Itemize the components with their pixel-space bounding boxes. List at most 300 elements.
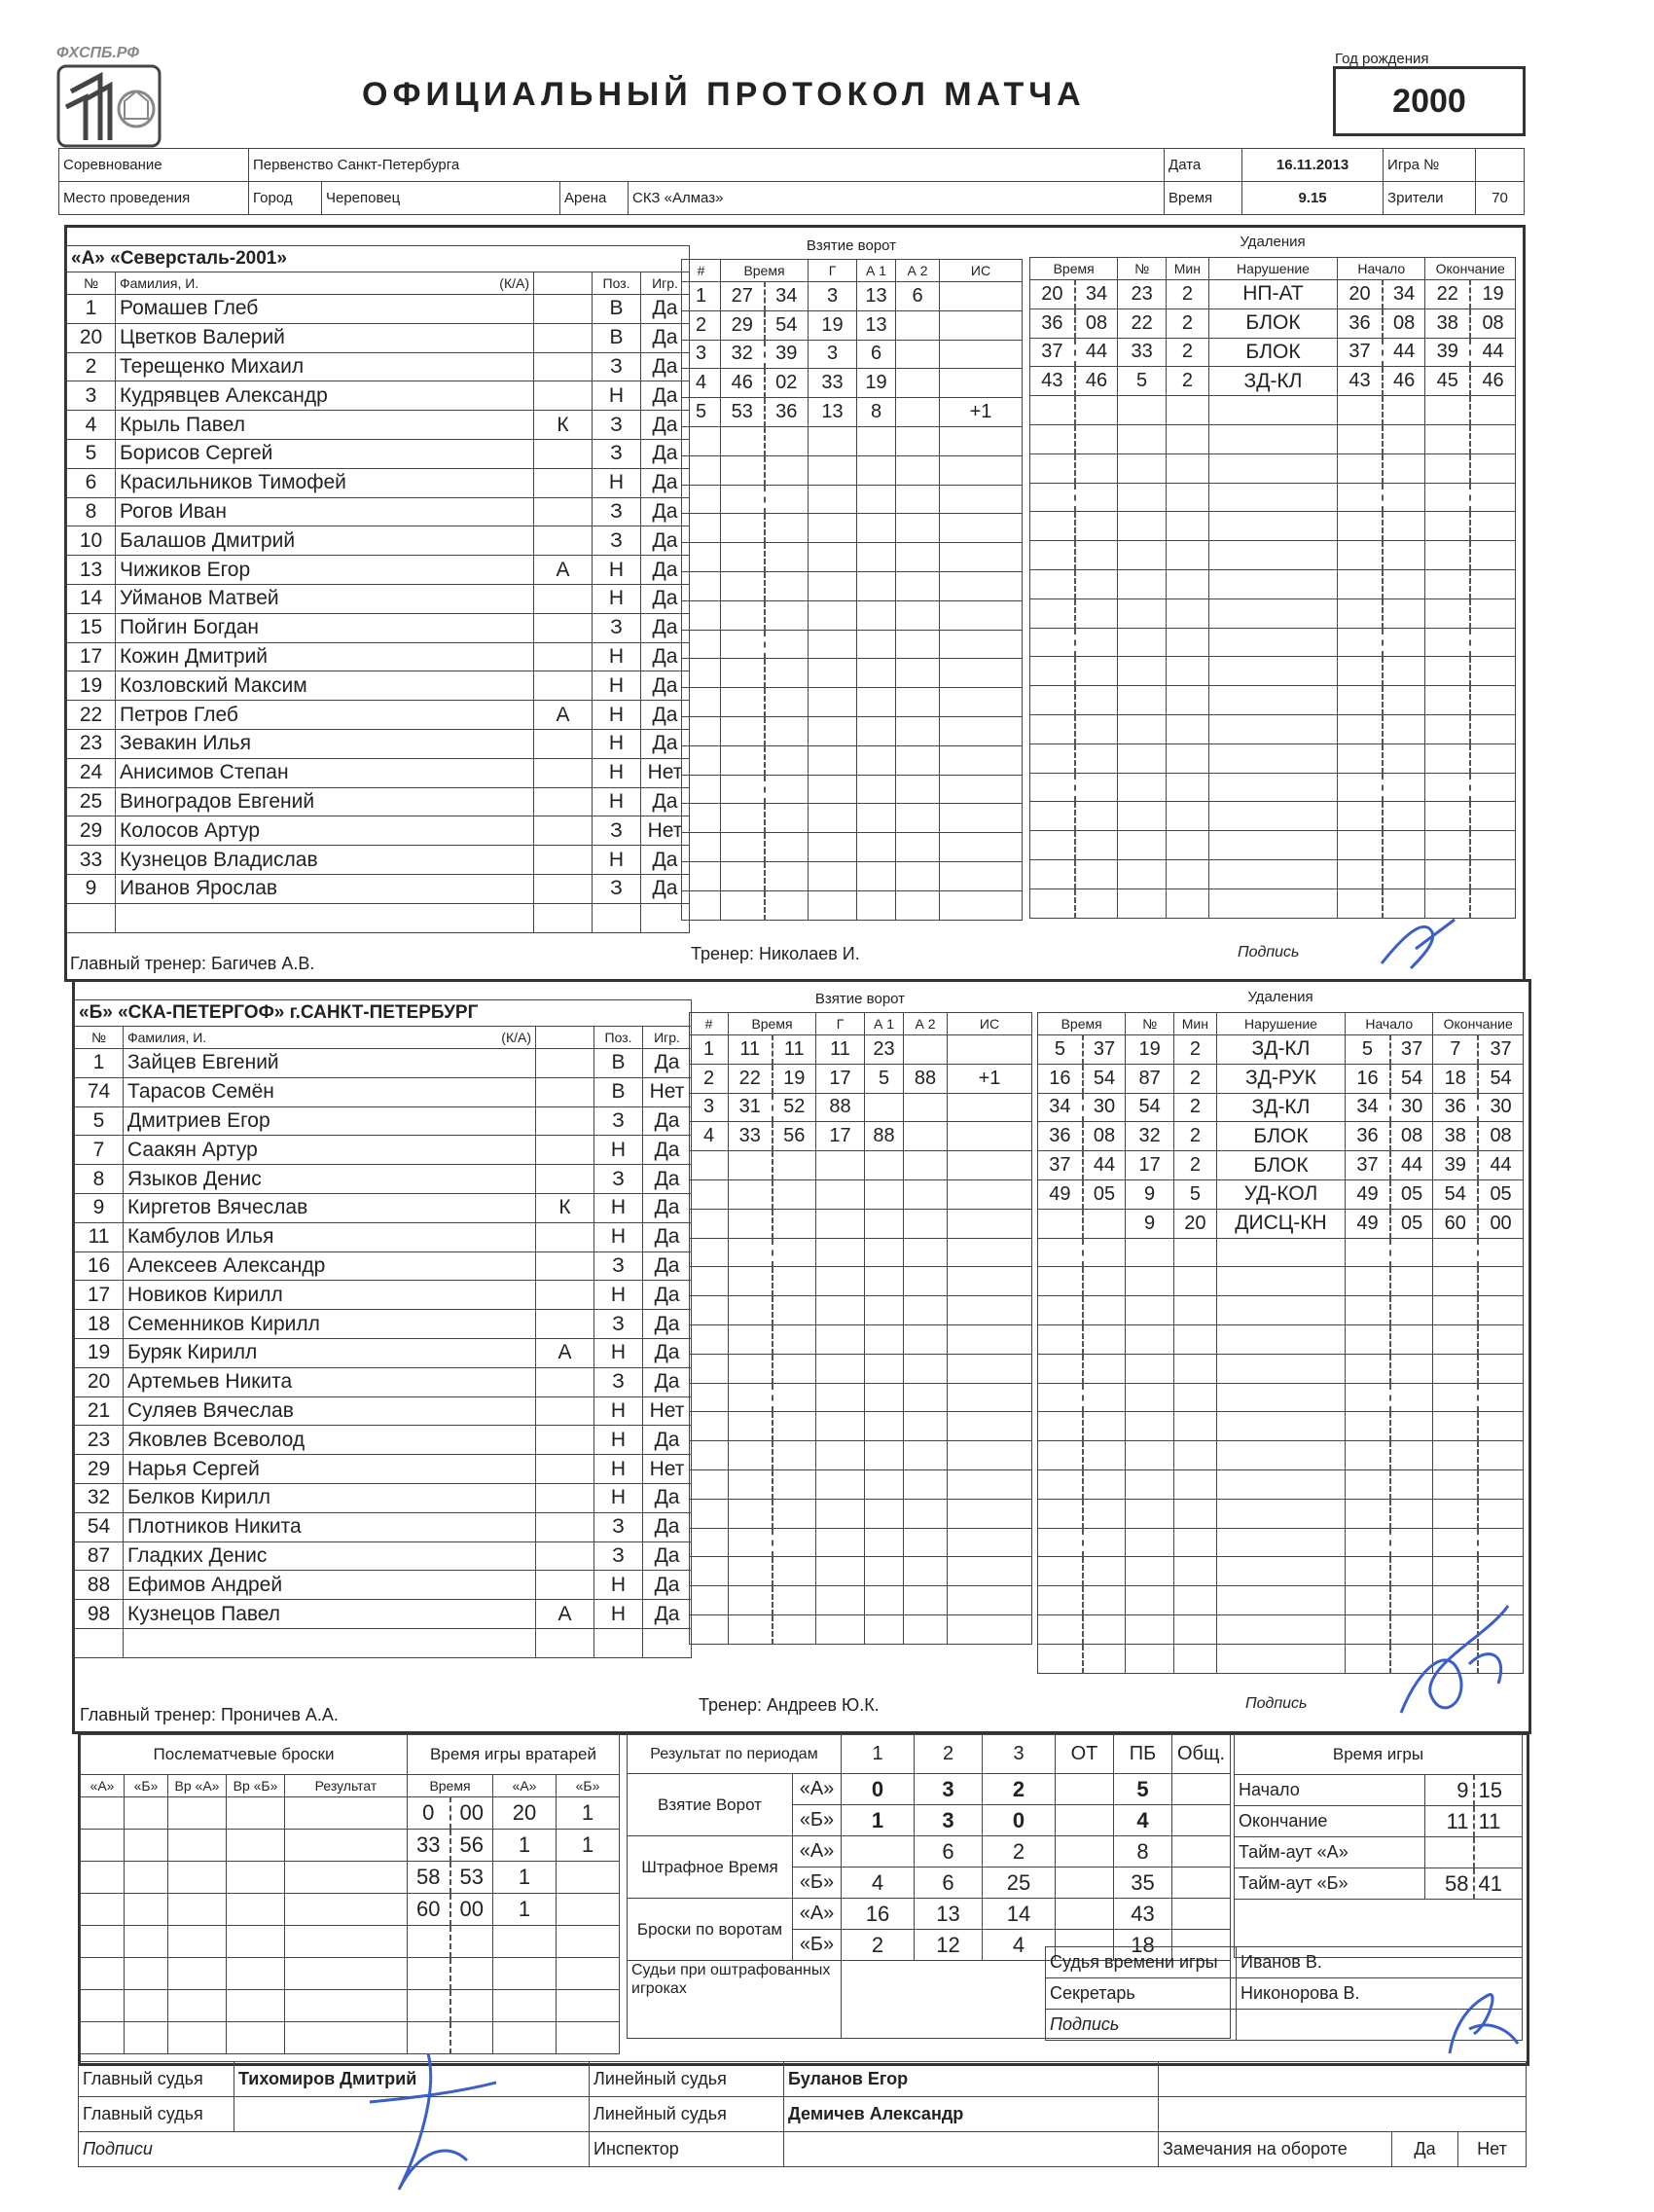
pen-col-start: Начало <box>1338 258 1425 280</box>
period-value <box>1172 1774 1231 1805</box>
player-row <box>75 1281 692 1310</box>
linesman2-value: Демичев Александр <box>784 2097 1159 2132</box>
shootout-col: «Б» <box>125 1775 168 1797</box>
player-position: З <box>593 613 641 642</box>
referee1-value: Тихомиров Дмитрий <box>234 2062 590 2097</box>
player-played: Да <box>641 701 690 730</box>
penalty-row <box>1030 714 1516 743</box>
goal-mm: 29 <box>721 310 765 340</box>
penalty-row <box>1030 569 1516 598</box>
player-number: 54 <box>75 1512 124 1541</box>
logo <box>56 45 163 152</box>
penalty-row <box>1030 483 1516 512</box>
player-position: В <box>593 295 641 324</box>
penalty-min: 20 <box>1173 1209 1216 1238</box>
penalty-mm: 16 <box>1038 1064 1083 1093</box>
player-name: Борисов Сергей <box>116 439 534 468</box>
player-position: Н <box>594 1455 643 1484</box>
player-name: Алексеев Александр <box>124 1251 536 1281</box>
player-number: 32 <box>75 1483 124 1512</box>
penalty-mm: 37 <box>1030 338 1075 367</box>
player-number: 17 <box>75 1281 124 1310</box>
goal-a2 <box>904 1122 948 1151</box>
penalty-min: 2 <box>1166 367 1208 396</box>
penalty-row <box>1030 453 1516 483</box>
player-played: Да <box>641 468 690 497</box>
player-name: Нарья Сергей <box>124 1455 536 1484</box>
player-role <box>536 1541 594 1571</box>
player-name: Иванов Ярослав <box>116 874 534 903</box>
penalty-row <box>1038 1296 1524 1325</box>
player-position: Н <box>594 1338 643 1367</box>
player-role <box>536 1483 594 1512</box>
player-played: Да <box>643 1483 692 1512</box>
col-no: № <box>75 1027 124 1049</box>
officials-signature-label: Подпись <box>1046 2010 1237 2041</box>
game-time-mm: 9 <box>1425 1775 1474 1806</box>
shootout-col: Вр «А» <box>168 1775 227 1797</box>
city-value: Череповец <box>322 182 560 215</box>
goal-g: 3 <box>809 282 857 311</box>
player-name: Кузнецов Владислав <box>116 846 534 875</box>
player-played: Да <box>641 642 690 671</box>
goal-a1: 5 <box>865 1064 904 1093</box>
player-name: Дмитриев Егор <box>124 1106 536 1136</box>
remarks-no: Нет <box>1458 2132 1527 2167</box>
goalie-b: 1 <box>557 1797 620 1830</box>
player-number: 4 <box>67 411 116 440</box>
goal-ss: 19 <box>773 1064 816 1093</box>
penalty-no: 9 <box>1126 1209 1174 1238</box>
penalty-no: 32 <box>1126 1122 1174 1151</box>
col-played: Игр. <box>643 1027 692 1049</box>
player-number: 22 <box>67 701 116 730</box>
spectators-value: 70 <box>1476 182 1525 215</box>
penalty-row <box>1030 338 1516 367</box>
goal-n: 4 <box>682 369 721 398</box>
game-time-label: Тайм-аут «Б» <box>1235 1868 1425 1900</box>
goal-a1: 23 <box>865 1035 904 1065</box>
goal-a1 <box>865 1093 904 1122</box>
penalty-mm: 36 <box>1038 1122 1083 1151</box>
penalty-row <box>1030 396 1516 425</box>
shootout-row <box>81 1958 408 1990</box>
goal-col-is: ИС <box>940 260 1023 282</box>
goal-row <box>690 1614 1032 1644</box>
penalty-no: 23 <box>1118 280 1167 309</box>
pen-col-min: Мин <box>1173 1013 1216 1035</box>
game-no-label: Игра № <box>1384 149 1476 182</box>
goalie-row <box>408 1926 620 1958</box>
player-role <box>536 1049 594 1078</box>
player-role <box>534 787 593 816</box>
goalie-col-a: «А» <box>493 1775 557 1797</box>
period-value: 6 <box>915 1836 983 1868</box>
period-value: 3 <box>915 1805 983 1836</box>
penalty-sss: 54 <box>1390 1064 1433 1093</box>
penalty-min: 5 <box>1173 1179 1216 1209</box>
logo-icon <box>56 62 163 150</box>
player-row <box>75 1367 692 1396</box>
player-row <box>67 729 690 758</box>
goalie-col-time: Время <box>408 1775 493 1797</box>
player-row <box>67 787 690 816</box>
player-name: Красильников Тимофей <box>116 468 534 497</box>
player-number: 8 <box>67 497 116 526</box>
penalty-sss: 34 <box>1383 280 1425 309</box>
player-position: З <box>594 1512 643 1541</box>
player-role <box>534 584 593 613</box>
player-name: Уйманов Матвей <box>116 584 534 613</box>
team-b-penalties-caption: Удаления <box>1247 989 1313 1005</box>
player-row <box>67 468 690 497</box>
goal-row <box>690 1151 1032 1180</box>
player-number: 17 <box>67 642 116 671</box>
penalty-ss: 44 <box>1083 1151 1126 1180</box>
match-info-table <box>58 148 1525 215</box>
player-position: З <box>593 497 641 526</box>
player-played: Да <box>641 526 690 556</box>
player-row <box>75 1338 692 1367</box>
player-position: Н <box>594 1600 643 1629</box>
birth-year-value: 2000 <box>1333 66 1526 136</box>
pen-col-time: Время <box>1038 1013 1126 1035</box>
player-name: Чижиков Егор <box>116 556 534 585</box>
player-played: Да <box>641 671 690 701</box>
penalty-viol: БЛОК <box>1208 338 1337 367</box>
player-name: Ефимов Андрей <box>124 1571 536 1600</box>
goalie-mm: 60 <box>408 1894 450 1926</box>
player-row <box>75 1483 692 1512</box>
player-role: К <box>534 411 593 440</box>
player-row <box>67 874 690 903</box>
team-a-coach: Тренер: Николаев И. <box>691 944 860 963</box>
penalty-sss: 44 <box>1390 1151 1433 1180</box>
penalty-row <box>1030 831 1516 860</box>
player-row <box>67 526 690 556</box>
player-number: 19 <box>75 1338 124 1367</box>
penalty-sm: 49 <box>1346 1179 1390 1209</box>
player-name: Анисимов Степан <box>116 758 534 787</box>
goal-n: 3 <box>690 1093 729 1122</box>
penalty-row <box>1038 1122 1524 1151</box>
team-a-title: «А» «Северсталь-2001» <box>67 246 690 272</box>
goal-row <box>690 1035 1032 1065</box>
player-row <box>75 1165 692 1194</box>
shootout-col: «А» <box>81 1775 125 1797</box>
goal-a1: 19 <box>857 369 896 398</box>
player-role <box>534 729 593 758</box>
goal-row <box>690 1557 1032 1586</box>
player-row <box>75 1512 692 1541</box>
team-a-roster <box>66 245 690 933</box>
period-value <box>1172 1899 1231 1930</box>
col-pos: Поз. <box>593 272 641 295</box>
goalie-a: 1 <box>493 1830 557 1862</box>
player-played: Да <box>643 1106 692 1136</box>
game-time-label: Начало <box>1235 1775 1425 1806</box>
penalty-viol: БЛОК <box>1216 1151 1345 1180</box>
player-played: Да <box>643 1281 692 1310</box>
shootout-row <box>81 1894 408 1926</box>
game-time-ss: 15 <box>1474 1775 1523 1806</box>
pen-col-no: № <box>1118 258 1167 280</box>
player-row <box>67 642 690 671</box>
penalty-es: 00 <box>1478 1209 1523 1238</box>
player-number: 5 <box>67 439 116 468</box>
player-played: Да <box>641 556 690 585</box>
goal-row <box>682 455 1023 485</box>
penalty-mm: 34 <box>1038 1093 1083 1122</box>
goalie-row <box>408 1894 620 1926</box>
goal-col-hash: # <box>682 260 721 282</box>
player-position: З <box>594 1106 643 1136</box>
penalty-sm: 43 <box>1338 367 1383 396</box>
penalty-row <box>1030 773 1516 802</box>
player-position: Н <box>594 1193 643 1222</box>
game-time-mm: 58 <box>1425 1868 1474 1900</box>
penalty-viol: ЗД-РУК <box>1216 1064 1345 1093</box>
player-played: Да <box>643 1251 692 1281</box>
period-value <box>1056 1836 1114 1868</box>
player-number: 25 <box>67 787 116 816</box>
pen-col-no: № <box>1126 1013 1174 1035</box>
goal-a2: 88 <box>904 1064 948 1093</box>
player-role <box>536 1281 594 1310</box>
goal-g: 17 <box>816 1122 865 1151</box>
team-b-head-coach: Главный тренер: Проничев А.А. <box>80 1705 339 1724</box>
period-value <box>1172 1868 1231 1899</box>
player-row <box>67 295 690 324</box>
remarks-yes: Да <box>1392 2132 1458 2167</box>
goal-ss: 54 <box>765 310 809 340</box>
goalie-ss: 00 <box>450 1894 493 1926</box>
period-value: 4 <box>983 1930 1056 1961</box>
penalty-em: 7 <box>1433 1035 1478 1065</box>
goalie-mm: 33 <box>408 1830 450 1862</box>
goal-is <box>940 340 1023 369</box>
penalty-row <box>1038 1528 1524 1557</box>
penalty-row <box>1030 598 1516 628</box>
team-b-signature <box>1382 1577 1528 1742</box>
goal-row <box>682 310 1023 340</box>
goal-ss: 56 <box>773 1122 816 1151</box>
blank-row <box>67 903 690 932</box>
penalty-es: 19 <box>1470 280 1515 309</box>
goal-n: 3 <box>682 340 721 369</box>
goalie-row <box>408 1990 620 2022</box>
period-col: 2 <box>915 1735 983 1774</box>
penalty-row <box>1038 1324 1524 1354</box>
goal-is: +1 <box>948 1064 1032 1093</box>
player-played: Да <box>643 1049 692 1078</box>
player-name: Гладких Денис <box>124 1541 536 1571</box>
player-name: Зевакин Илья <box>116 729 534 758</box>
player-number: 23 <box>67 729 116 758</box>
game-time-row <box>1235 1775 1523 1806</box>
player-played: Да <box>641 295 690 324</box>
inspector-value <box>784 2132 1159 2167</box>
penalty-row <box>1038 1035 1524 1065</box>
goal-row <box>682 514 1023 543</box>
player-played: Да <box>641 613 690 642</box>
player-played: Да <box>641 411 690 440</box>
player-role: А <box>536 1600 594 1629</box>
penalty-sm: 16 <box>1346 1064 1390 1093</box>
penalty-es: 30 <box>1478 1093 1523 1122</box>
player-number: 74 <box>75 1077 124 1106</box>
period-value: 16 <box>842 1899 915 1930</box>
signatures-label: Подписи <box>79 2132 590 2167</box>
goalie-row <box>408 1797 620 1830</box>
periods-title: Результат по периодам <box>628 1735 842 1774</box>
player-name: Новиков Кирилл <box>124 1281 536 1310</box>
goalie-a: 1 <box>493 1862 557 1894</box>
player-number: 6 <box>67 468 116 497</box>
team-a-signature <box>1362 910 1469 983</box>
player-role <box>534 758 593 787</box>
player-number: 29 <box>75 1455 124 1484</box>
player-role <box>536 1136 594 1165</box>
penalty-sm: 36 <box>1346 1122 1390 1151</box>
penalty-viol: УД-КОЛ <box>1216 1179 1345 1209</box>
penalty-no: 5 <box>1118 367 1167 396</box>
player-position: Н <box>594 1396 643 1426</box>
penalty-sss: 08 <box>1390 1122 1433 1151</box>
player-position: З <box>593 352 641 381</box>
goal-row <box>682 659 1023 688</box>
pen-col-end: Окончание <box>1425 258 1516 280</box>
competition-label: Соревнование <box>59 149 249 182</box>
goal-n: 1 <box>682 282 721 311</box>
player-row <box>75 1049 692 1078</box>
goal-row <box>690 1093 1032 1122</box>
player-number: 1 <box>75 1049 124 1078</box>
period-row <box>628 1899 1231 1930</box>
goal-row <box>682 485 1023 514</box>
goalie-ss: 53 <box>450 1862 493 1894</box>
game-no-value <box>1476 149 1525 182</box>
penalty-ss: 46 <box>1075 367 1118 396</box>
player-row <box>75 1251 692 1281</box>
player-row <box>67 323 690 352</box>
player-role <box>534 642 593 671</box>
period-value: 14 <box>983 1899 1056 1930</box>
date-label: Дата <box>1165 149 1242 182</box>
player-row <box>67 701 690 730</box>
penalty-mm: 49 <box>1038 1179 1083 1209</box>
player-played: Да <box>641 846 690 875</box>
player-name: Кудрявцев Александр <box>116 381 534 411</box>
player-position: З <box>594 1367 643 1396</box>
player-row <box>75 1193 692 1222</box>
period-value: 13 <box>915 1899 983 1930</box>
timekeeper-label: Судья времени игры <box>1046 1947 1237 1978</box>
player-name: Виноградов Евгений <box>116 787 534 816</box>
player-position: З <box>593 439 641 468</box>
col-pos: Поз. <box>594 1027 643 1049</box>
player-name: Тарасов Семён <box>124 1077 536 1106</box>
period-row <box>628 1836 1231 1868</box>
player-played: Нет <box>643 1077 692 1106</box>
game-time-table <box>1234 1734 1523 1958</box>
penalty-row <box>1030 859 1516 888</box>
goal-mm: 22 <box>729 1064 773 1093</box>
penalty-row <box>1030 802 1516 831</box>
penalty-sss: 05 <box>1390 1209 1433 1238</box>
player-name: Козловский Максим <box>116 671 534 701</box>
goal-row <box>690 1441 1032 1470</box>
penalty-ss: 34 <box>1075 280 1118 309</box>
goal-row <box>690 1324 1032 1354</box>
linesman2-label: Линейный судья <box>590 2097 784 2132</box>
penalty-viol: ЗД-КЛ <box>1216 1035 1345 1065</box>
game-time-row <box>1235 1837 1523 1868</box>
goal-row <box>690 1499 1032 1528</box>
penalty-es: 44 <box>1470 338 1515 367</box>
period-value: 4 <box>842 1868 915 1899</box>
player-played: Да <box>643 1165 692 1194</box>
period-team: «Б» <box>793 1930 842 1961</box>
player-row <box>67 556 690 585</box>
player-number: 88 <box>75 1571 124 1600</box>
referees-table <box>78 2061 1527 2167</box>
penalty-sss: 44 <box>1383 338 1425 367</box>
goal-row <box>690 1412 1032 1441</box>
goal-a2 <box>896 310 940 340</box>
goal-g: 11 <box>816 1035 865 1065</box>
period-value: 12 <box>915 1930 983 1961</box>
penalty-row <box>1038 1441 1524 1470</box>
penalty-em: 38 <box>1425 308 1470 338</box>
penalty-sm: 5 <box>1346 1035 1390 1065</box>
goal-row <box>690 1528 1032 1557</box>
goal-g: 17 <box>816 1064 865 1093</box>
player-row <box>75 1455 692 1484</box>
player-played: Нет <box>641 758 690 787</box>
penalty-no: 22 <box>1118 308 1167 338</box>
goal-a2 <box>896 340 940 369</box>
goal-row <box>682 543 1023 572</box>
player-played: Да <box>641 729 690 758</box>
player-row <box>67 381 690 411</box>
goal-a1: 8 <box>857 398 896 427</box>
player-played: Да <box>641 584 690 613</box>
goal-col-g: Г <box>809 260 857 282</box>
penalty-row <box>1030 367 1516 396</box>
player-played: Да <box>643 1367 692 1396</box>
player-number: 5 <box>75 1106 124 1136</box>
player-played: Да <box>643 1512 692 1541</box>
penalty-mm: 36 <box>1030 308 1075 338</box>
goal-g: 3 <box>809 340 857 369</box>
team-b-roster <box>74 999 692 1658</box>
penalty-row <box>1038 1179 1524 1209</box>
remarks-blank-2 <box>1159 2097 1527 2132</box>
referee-signature <box>360 2034 506 2199</box>
goal-ss: 52 <box>773 1093 816 1122</box>
penalty-no: 54 <box>1126 1093 1174 1122</box>
goal-g: 33 <box>809 369 857 398</box>
period-row <box>628 1774 1231 1805</box>
team-b-coach: Тренер: Андреев Ю.К. <box>699 1695 880 1715</box>
player-position: Н <box>593 846 641 875</box>
player-played: Нет <box>641 816 690 846</box>
goal-row <box>682 890 1023 920</box>
player-role <box>534 526 593 556</box>
player-position: В <box>594 1077 643 1106</box>
birth-year-label: Год рождения <box>1335 51 1429 67</box>
